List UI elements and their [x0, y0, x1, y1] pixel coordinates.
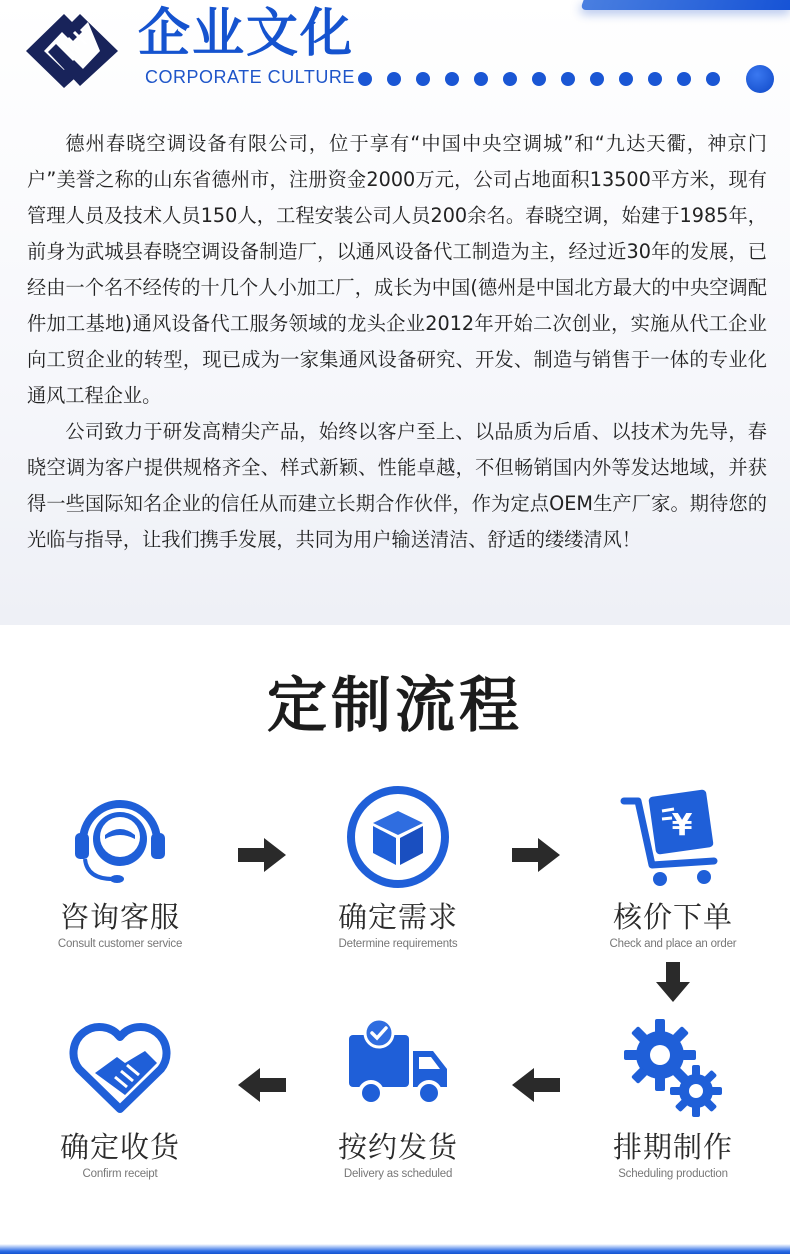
- handshake-logo-icon: [22, 10, 122, 92]
- step-label-en: Delivery as scheduled: [343, 1168, 453, 1180]
- step-label-cn: 确定收货: [59, 1130, 180, 1164]
- corporate-culture-section: [0, 0, 790, 625]
- arrow-right-icon: [512, 838, 560, 872]
- step-label-cn: 确定需求: [337, 900, 458, 934]
- arrow-left-icon: [238, 1068, 286, 1102]
- culture-title: 企业文化: [138, 4, 355, 64]
- box-icon: [343, 783, 453, 893]
- arrow-down-icon: [656, 962, 690, 1002]
- svg-text:¥: ¥: [671, 808, 693, 843]
- process-step-consult: [20, 783, 220, 950]
- process-step-confirm-receipt: [20, 1013, 220, 1180]
- handshake-heart-icon: [65, 1013, 175, 1123]
- step-label-en: Check and place an order: [609, 938, 737, 950]
- step-label-cn: 咨询客服: [59, 900, 180, 934]
- process-step-delivery: [298, 1013, 498, 1180]
- step-label-en: Consult customer service: [57, 938, 183, 950]
- process-step-requirements: [298, 783, 498, 950]
- process-title: 定制流程: [267, 671, 523, 741]
- culture-paragraph: 德州春晓空调设备有限公司，位于享有“中国中央空调城”和“九达天衢，神京门户”美誉之称的山东省德州市，注册资金2000万元，公司占地面积13500平方米，现有管理人员及技术人员150人，工程安装公司人员200余名。春晓空调，始建于1985年，前身为武城县春晓空调设备制造厂，以通风设备代工制造为主，经过近30年的发展，已经由一个名不经传的十几个人小加工厂，成长为中国(德州是中国北方最大的中央空调配件加工基地)通风设备代工服务领域的龙头企业2012年开始二次创业，实施从代工企业向工贸企业的转型，现已成为一家集通风设备研究、开发、制造与销售于一体的专业化通风工程企业。: [27, 132, 767, 407]
- culture-paragraph: 公司致力于研发高精尖产品，始终以客户至上、以品质为后盾、以技术为先导，春晓空调为客户提供规格齐全、样式新颖、性能卓越，不但畅销国内外等发达地域，并获得一些国际知名企业的信任从而建立长期合作伙伴，作为定点OEM生产厂家。期待您的光临与指导，让我们携手发展，共同为用户输送清洁、舒适的缕缕清风！: [27, 420, 767, 551]
- gears-icon: [618, 1013, 728, 1123]
- step-label-en: Confirm receipt: [82, 1168, 158, 1180]
- corner-decoration-bar: [580, 0, 790, 10]
- step-label-cn: 核价下单: [612, 900, 733, 934]
- decorative-large-dot: [746, 65, 774, 93]
- arrow-left-icon: [512, 1068, 560, 1102]
- culture-subtitle: CORPORATE CULTURE: [145, 67, 355, 87]
- step-label-cn: 按约发货: [337, 1130, 458, 1164]
- step-label-en: Determine requirements: [338, 938, 458, 950]
- cart-icon: [618, 783, 728, 893]
- headset-icon: [65, 783, 175, 893]
- step-label-en: Scheduling production: [618, 1168, 728, 1180]
- step-label-cn: 排期制作: [612, 1130, 733, 1164]
- process-step-production: [573, 1013, 773, 1180]
- process-step-order: [573, 783, 773, 950]
- culture-body: [27, 126, 767, 558]
- truck-icon: [343, 1013, 453, 1123]
- arrow-right-icon: [238, 838, 286, 872]
- bottom-accent-bar: [0, 1244, 790, 1254]
